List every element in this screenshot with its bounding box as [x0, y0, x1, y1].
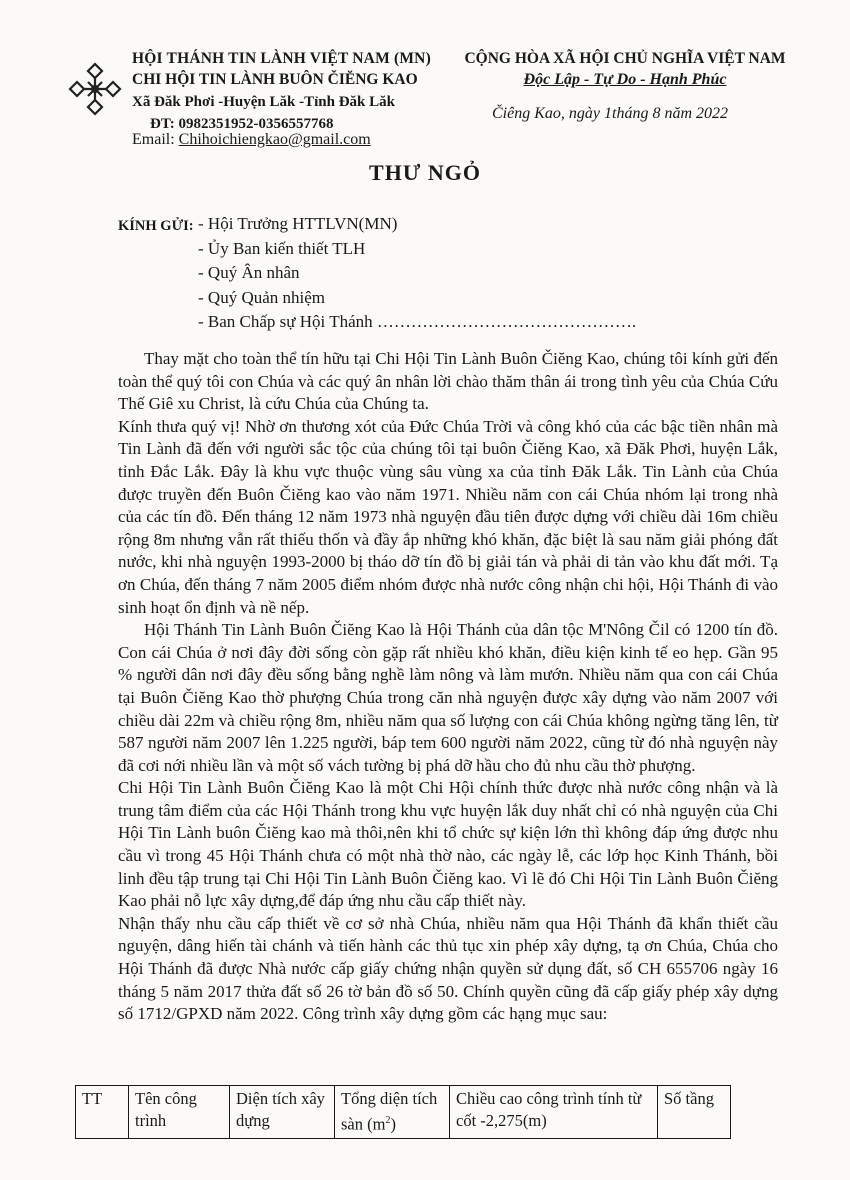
org-name-line1: HỘI THÁNH TIN LÀNH VIỆT NAM (MN)	[132, 50, 431, 67]
org-address: Xã Đăk Phơi -Huyện Lăk -Tỉnh Đăk Lăk	[132, 94, 395, 110]
email-label: Email:	[132, 131, 179, 148]
email-link[interactable]: Chihoichiengkao@gmail.com	[178, 131, 371, 148]
org-phone: ĐT: 0982351952-0356557768	[150, 116, 334, 132]
recipient-item: - Hội Trưởng HTTLVN(MN)	[198, 214, 398, 233]
header-cell-floors: Số tầng	[658, 1086, 731, 1139]
national-motto: Độc Lập - Tự Do - Hạnh Phúc	[523, 71, 727, 88]
floor-area-label: Tổng diện tích sàn (m	[341, 1089, 438, 1134]
body-paragraph-congregation: Hội Thánh Tin Lành Buôn Čiĕng Kao là Hội Thánh của dân tộc M'Nông Čil có 1200 tín đồ. Con cái Chúa ở nơi đây đời sống còn gặp rất nhiều khó khăn, điều kiện kinh tế eo hẹp. Gần 95 % người dân nơi đây đều sống bằng nghề làm nông và làm mướn. Nhiều năm qua con cái Chúa tại Buôn Čiĕng Kao thờ phượng Chúa trong căn nhà nguyện được xây dựng vào năm 2007 với chiều dài 22m và chiều rộng 8m, nhiều năm qua số lượng con cái Chúa không ngừng tăng lên, từ 587 người năm 2007 lên 1.225 người, báp tem 600 người năm 2022, cũng từ đó nhà nguyện này đã cơi nới nhiều lần và một số vách tường bị phá dỡ hầu cho đủ nhu cầu thờ phượng.	[118, 620, 778, 775]
recipient-item: - Ban Chấp sự Hội Thánh ……………………………………….	[198, 312, 637, 331]
date-line: Čiêng Kao, ngày 1tháng 8 năm 2022	[492, 105, 728, 122]
construction-items-table	[75, 1085, 731, 1139]
header-cell-tt: TT	[76, 1086, 129, 1139]
closing-paren: )	[390, 1114, 396, 1134]
header-cell-floor-area	[335, 1086, 450, 1139]
letter-title: THƯ NGỎ	[369, 160, 481, 185]
recipients-list	[198, 212, 636, 335]
organization-header	[132, 48, 452, 135]
recipient-item: - Quý Ân nhân	[198, 263, 300, 282]
recipient-item: - Quý Quản nhiệm	[198, 287, 326, 307]
table-header-row	[76, 1086, 731, 1139]
recipient-item: - Ủy Ban kiến thiết TLH	[198, 238, 366, 258]
body-paragraph-history: Kính thưa quý vị! Nhờ ơn thương xót của Đức Chúa Trời và công khó của các bậc tiền nhân mà Tin Lành đã đến với người sắc tộc của chúng tôi tại buôn Čiĕng Kao, xã Đăk Phơi, huyện Lắk, tỉnh Đắc Lắk. Đây là khu vực thuộc vùng sâu vùng xa của tỉnh Đăk Lắk. Tin Lành của Chúa được truyền đến Buôn Čiĕng kao vào năm 1971. Nhiều năm con cái Chúa nhóm lại trong nhà của các tín đồ. Đến tháng 12 năm 1973 nhà nguyện đầu tiên được dựng với chiều dài 16m chiều rộng 8m nhưng vẫn rất thiếu thốn và đầy ắp những khó khăn, đặc biệt là sau năm giải phóng đất nước, khi nhà nguyện 1993-2000 bị tháo dỡ tín đồ bị giải tán và phải di tản vào khu đất mới. Tạ ơn Chúa, đến tháng 7 năm 2005 điểm nhóm được nhà nước công nhận chi hội, Hội Thánh đi vào sinh hoạt ổn định và nề nếp.	[118, 416, 778, 617]
email-line	[132, 131, 371, 149]
nation-title: CỘNG HÒA XÃ HỘI CHỦ NGHĨA VIỆT NAM	[464, 50, 786, 67]
national-header	[460, 48, 790, 91]
header-cell-area: Diện tích xây dựng	[230, 1086, 335, 1139]
body-paragraph-need: Chi Hội Tin Lành Buôn Čiĕng Kao là một Chi Hội chính thức được nhà nước công nhận và là trung tâm điểm của các Hội Thánh trong khu vực huyện lắk duy nhất chỉ có nhà nguyện của Chi Hội Tin Lành buôn Čiĕng kao mà thôi,nên khi tổ chức sự kiện lớn thì không đáp ứng được nhu cầu vì trong 45 Hội Thánh chưa có một nhà thờ nào, các ngày lễ, các lớp học Kinh Thánh, bồi linh đều tập trung tại Chi Hội Tin Lành Buôn Čiĕng kao. Vì lẽ đó Chi Hội Tin Lành Buôn Čiĕng Kao phải nỗ lực xây dựng,để đáp ứng nhu cầu cấp thiết này.	[118, 778, 778, 911]
letter-body	[118, 348, 778, 1026]
church-cross-logo-icon	[66, 60, 124, 118]
header-cell-name: Tên công trình	[129, 1086, 230, 1139]
recipients-label: KÍNH GỬI:	[118, 218, 194, 234]
body-paragraph-permits: Nhận thấy nhu cầu cấp thiết về cơ sở nhà Chúa, nhiều năm qua Hội Thánh đã khẩn thiết cầu nguyện, dâng hiến tài chánh và tiến hành các thủ tục xin phép xây dựng, tạ ơn Chúa, Chúa cho Hội Thánh đã được Nhà nước cấp giấy chứng nhận quyền sử dụng đất, số CH 655706 ngày 16 tháng 5 năm 2017 thửa đất số 26 tờ bản đồ số 50. Chính quyền cũng đã cấp giấy phép xây dựng số 1712/GPXD năm 2022. Công trình xây dựng gồm các hạng mục sau:	[118, 913, 778, 1024]
body-paragraph-greeting: Thay mặt cho toàn thể tín hữu tại Chi Hội Tin Lành Buôn Čiĕng Kao, chúng tôi kính gửi đến toàn thể quý tôi con Chúa và các quý ân nhân lời chào thăm thân ái trong tình yêu của Chúa Cứu Thế Giê xu Christ, là cứu Chúa của Chúng ta.	[118, 349, 778, 414]
header-cell-height: Chiều cao công trình tính từ cốt -2,275(m)	[450, 1086, 658, 1139]
org-name-line2: CHI HỘI TIN LÀNH BUÔN ČIĔNG KAO	[132, 71, 418, 88]
superscript: 2	[385, 1115, 391, 1126]
